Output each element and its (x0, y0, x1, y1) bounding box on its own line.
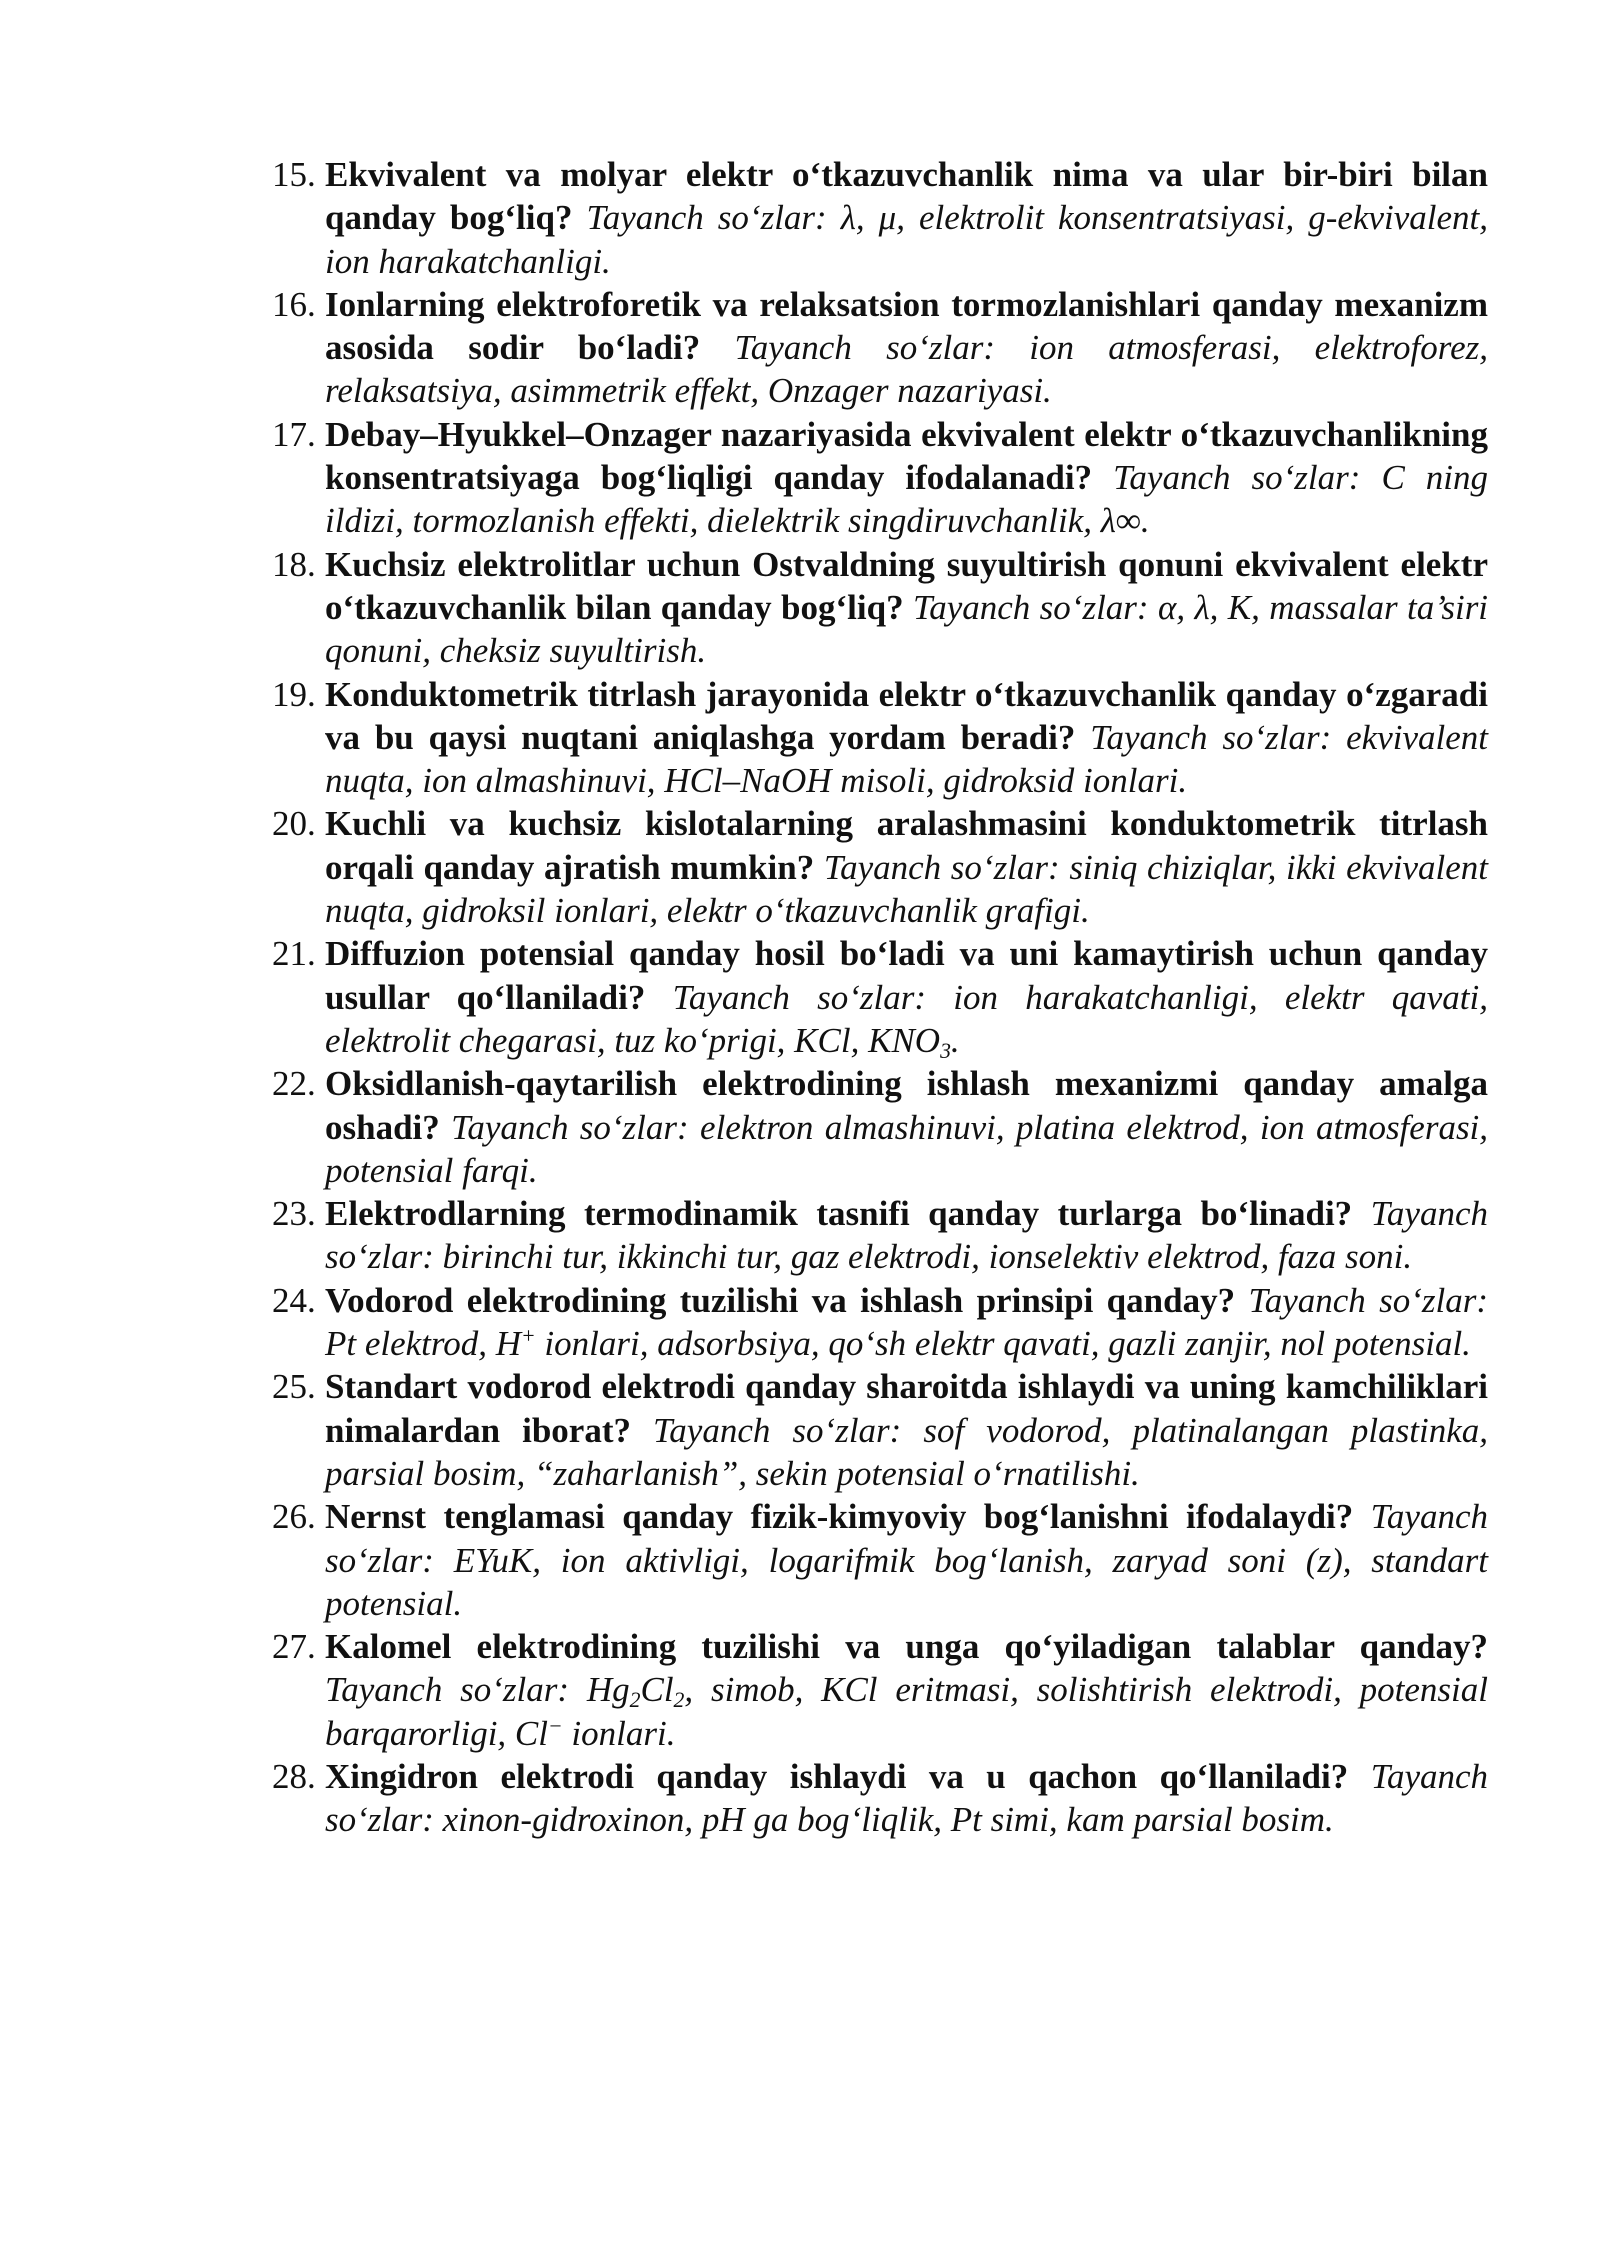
question-text: Nernst tenglamasi qanday fizik-kimyoviy bog‘lanishni ifodalaydi? (325, 1497, 1354, 1537)
subscript: 2 (673, 1688, 685, 1713)
question-item (272, 1365, 1488, 1495)
keywords-text: elektron almashinuvi, platina elektrod, ion atmosferasi, potensial farqi. (325, 1107, 1489, 1190)
question-number: 22. (272, 1064, 316, 1104)
question-text: Kuchsiz elektrolitlar uchun Ostvaldning suyultirish qonuni ekvivalent elektr o‘tkazuvchanlik bilan qanday bog‘liq? (325, 544, 1488, 627)
keywords-text: EYuK, ion aktivligi, logarifmik bog‘lanish, zaryad soni (z), standart potensial. (325, 1540, 1489, 1623)
question-number: 15. (272, 155, 316, 194)
question-item (272, 1625, 1488, 1755)
keywords-main: Pt elektrod, H (325, 1324, 522, 1364)
keywords-text: ekvivalent nuqta, ion almashinuvi, HCl–NaOH misoli, gidroksid ionlari. (325, 717, 1488, 801)
keywords-label: Tayanch so‘zlar: (823, 847, 1060, 887)
keywords-text: ion atmosferasi, elektroforez, relaksatsiya, asimmetrik effekt, Onzager nazariyasi. (325, 328, 1488, 411)
keywords-label: Tayanch so‘zlar: (325, 1194, 1488, 1277)
question-item (272, 1755, 1488, 1842)
question-number: 17. (272, 414, 316, 454)
question-item (272, 283, 1488, 413)
question-text: Elektrodlarning termodinamik tasnifi qanday turlarga bo‘linadi? (325, 1194, 1353, 1234)
keywords-part: Cl (640, 1670, 674, 1710)
question-item (272, 932, 1488, 1062)
question-text: Vodorod elektrodining tuzilishi va ishlash prinsipi qanday? (325, 1280, 1236, 1320)
question-number: 19. (272, 674, 316, 714)
question-text: Oksidlanish-qaytarilish elektrodining ishlash mexanizmi qanday amalga oshadi? (325, 1064, 1488, 1147)
question-text: Standart vodorod elektrodi qanday sharoitda ishlaydi va uning kamchiliklari nimalardan iborat? (325, 1367, 1488, 1450)
keywords-text: siniq chiziqlar, ikki ekvivalent nuqta, gidroksil ionlari, elektr o‘tkazuvchanlik grafigi. (325, 847, 1488, 931)
keywords-label: Tayanch so‘zlar: (653, 1410, 902, 1450)
question-item (272, 1279, 1488, 1366)
question-number: 21. (272, 934, 316, 974)
keywords-label: Tayanch so‘zlar: (1113, 458, 1361, 498)
keywords-main: ion harakatchanligi, elektr qavati, elektrolit chegarasi, tuz ko‘prigi, KCl, KNO (325, 977, 1489, 1060)
question-text: Debay–Hyukkel–Onzager nazariyasida ekvivalent elektr o‘tkazuvchanlikning konsentratsiyaga bog‘liqligi qanday ifodalanadi? (325, 414, 1488, 498)
keywords-text: C ning ildizi, tormozlanish effekti, dielektrik singdiruvchanlik, λ∞. (325, 458, 1489, 541)
question-text: Ekvivalent va molyar elektr o‘tkazuvchanlik nima va ular bir-biri bilan qanday bog‘liq? (325, 155, 1488, 238)
question-item (272, 1062, 1488, 1192)
keywords-text: sof vodorod, platinalangan plastinka, parsial bosim, “zaharlanish”, sekin potensial o‘rnatilishi. (325, 1410, 1488, 1493)
question-text: Diffuzion potensial qanday hosil bo‘ladi va uni kamaytirish uchun qanday usullar qo‘llaniladi? (325, 934, 1488, 1017)
question-item (272, 543, 1488, 673)
keywords-tail: ionlari, adsorbsiya, qo‘sh elektr qavati, gazli zanjir, nol potensial. (535, 1324, 1471, 1364)
question-number: 24. (272, 1280, 316, 1320)
keywords-label: Tayanch so‘zlar: (1090, 717, 1332, 757)
question-item (272, 1495, 1488, 1625)
subscript: 2 (629, 1688, 641, 1713)
keywords-text: α, λ, K, massalar ta’siri qonuni, cheksiz suyultirish. (325, 587, 1489, 671)
question-number: 27. (272, 1627, 316, 1667)
question-item (272, 673, 1488, 803)
keywords-text (325, 1324, 1471, 1363)
question-number: 23. (272, 1194, 316, 1234)
question-number: 20. (272, 804, 316, 844)
superscript: + (521, 1324, 536, 1349)
keywords-main: Hg (586, 1670, 630, 1710)
question-item (272, 1192, 1488, 1279)
keywords-label: Tayanch so‘zlar: (325, 1756, 1489, 1840)
question-list (272, 153, 1488, 1842)
subscript: 3 (940, 1039, 951, 1063)
keywords-label: Tayanch so‘zlar: (1248, 1280, 1489, 1320)
keywords-part: , simob, KCl eritmasi, solishtirish elektrodi, potensial barqarorligi, Cl (325, 1670, 1489, 1753)
question-text: Konduktometrik titrlash jarayonida elektr o‘tkazuvchanlik qanday o‘zgaradi va bu qaysi nuqtani aniqlashga yordam beradi? (325, 674, 1488, 757)
keywords-label: Tayanch so‘zlar: (912, 587, 1149, 627)
keywords-label: Tayanch so‘zlar: (672, 977, 927, 1017)
keywords-text: xinon-gidroxinon, pH ga bog‘liqlik, Pt simi, kam parsial bosim. (442, 1800, 1334, 1840)
question-number: 26. (272, 1497, 316, 1537)
keywords-label: Tayanch so‘zlar: (586, 198, 827, 238)
keywords-tail: ionlari. (562, 1713, 676, 1753)
keywords-text: λ, μ, elektrolit konsentratsiyasi, g-ekvivalent, ion harakatchanligi. (325, 198, 1489, 281)
keywords-text: birinchi tur, ikkinchi tur, gaz elektrodi, ionselektiv elektrod, faza soni. (442, 1237, 1413, 1277)
question-text: Kuchli va kuchsiz kislotalarning aralashmasini konduktometrik titrlash orqali qanday ajratish mumkin? (325, 804, 1488, 887)
question-item (272, 413, 1488, 543)
question-item (272, 153, 1488, 283)
keywords-label: Tayanch so‘zlar: (325, 1497, 1488, 1580)
question-number: 25. (272, 1367, 316, 1407)
question-text: Xingidron elektrodi qanday ishlaydi va u qachon qo‘llaniladi? (325, 1756, 1349, 1796)
question-number: 28. (272, 1756, 316, 1796)
keywords-tail: . (950, 1020, 960, 1060)
superscript: − (548, 1713, 563, 1738)
question-item (272, 802, 1488, 932)
question-text: Ionlarning elektroforetik va relaksatsion tormozlanishlari qanday mexanizm asosida sodir bo‘ladi? (325, 284, 1488, 368)
question-number: 16. (272, 284, 316, 324)
keywords-label: Tayanch so‘zlar: (451, 1107, 689, 1147)
keywords-label: Tayanch so‘zlar: (325, 1670, 570, 1710)
keywords-label: Tayanch so‘zlar: (734, 328, 996, 368)
question-text: Kalomel elektrodining tuzilishi va unga qo‘yiladigan talablar qanday? (325, 1627, 1488, 1667)
question-number: 18. (272, 544, 316, 584)
